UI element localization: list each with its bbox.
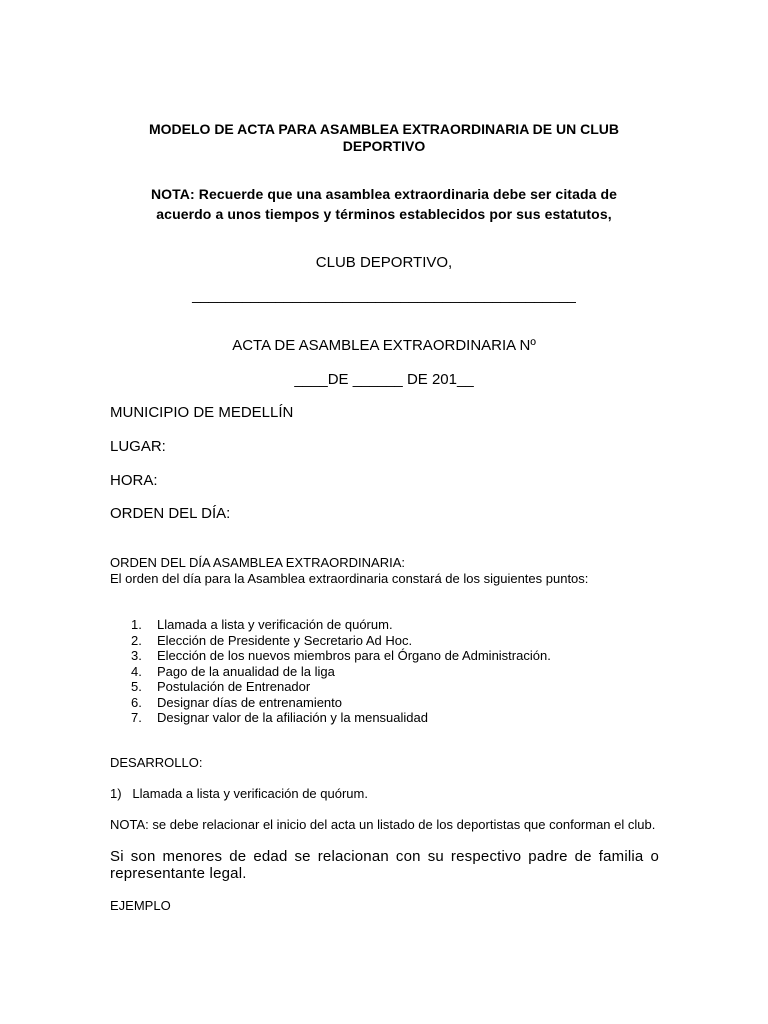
list-item: 3. Elección de los nuevos miembros para el Órgano de Administración. — [131, 648, 551, 663]
acta-number: ACTA DE ASAMBLEA EXTRAORDINARIA Nº — [232, 337, 536, 354]
lugar-label: LUGAR: — [110, 438, 166, 455]
list-item: 7. Designar valor de la afiliación y la mensualidad — [131, 710, 428, 725]
desarrollo-heading: DESARROLLO: — [110, 755, 203, 770]
orden-label: ORDEN DEL DÍA: — [110, 505, 231, 522]
nota-line-2: acuerdo a unos tiempos y términos establecidos por sus estatutos, — [156, 206, 612, 222]
menores-paragraph: Si son menores de edad se relacionan con su respectivo padre de familia o representante legal. — [110, 848, 659, 882]
list-item: 5. Postulación de Entrenador — [131, 679, 311, 694]
title-line-2: DEPORTIVO — [342, 138, 426, 154]
hora-label: HORA: — [110, 472, 158, 489]
club-name-blank: ______________________________________________ — [192, 287, 576, 304]
municipio: MUNICIPIO DE MEDELLÍN — [110, 404, 294, 421]
list-item: 1. Llamada a lista y verificación de quórum. — [131, 617, 393, 632]
list-item: 4. Pago de la anualidad de la liga — [131, 663, 335, 679]
date-line: ____DE ______ DE 201__ — [294, 371, 474, 388]
nota-block — [0, 184, 768, 224]
orden-heading: ORDEN DEL DÍA ASAMBLEA EXTRAORDINARIA: — [110, 555, 405, 570]
nota-line-1: NOTA: Recuerde que una asamblea extraordinaria debe ser citada de — [150, 186, 618, 202]
orden-intro: El orden del día para la Asamblea extraordinaria constará de los siguientes puntos: — [110, 571, 589, 586]
list-item: 2. Elección de Presidente y Secretario Ad Hoc. — [131, 632, 413, 648]
title-line-1: MODELO DE ACTA PARA ASAMBLEA EXTRAORDINARIA DE UN CLUB — [148, 121, 620, 137]
document-title — [0, 121, 768, 155]
desarrollo-item: 1) Llamada a lista y verificación de quórum. — [110, 786, 368, 801]
list-item: 6. Designar días de entrenamiento — [131, 694, 343, 710]
ejemplo-label: EJEMPLO — [110, 898, 171, 913]
agenda-list — [131, 617, 551, 726]
club-label: CLUB DEPORTIVO, — [315, 254, 453, 271]
nota-relacionar: NOTA: se debe relacionar el inicio del acta un listado de los deportistas que conforman el club. — [110, 817, 656, 832]
